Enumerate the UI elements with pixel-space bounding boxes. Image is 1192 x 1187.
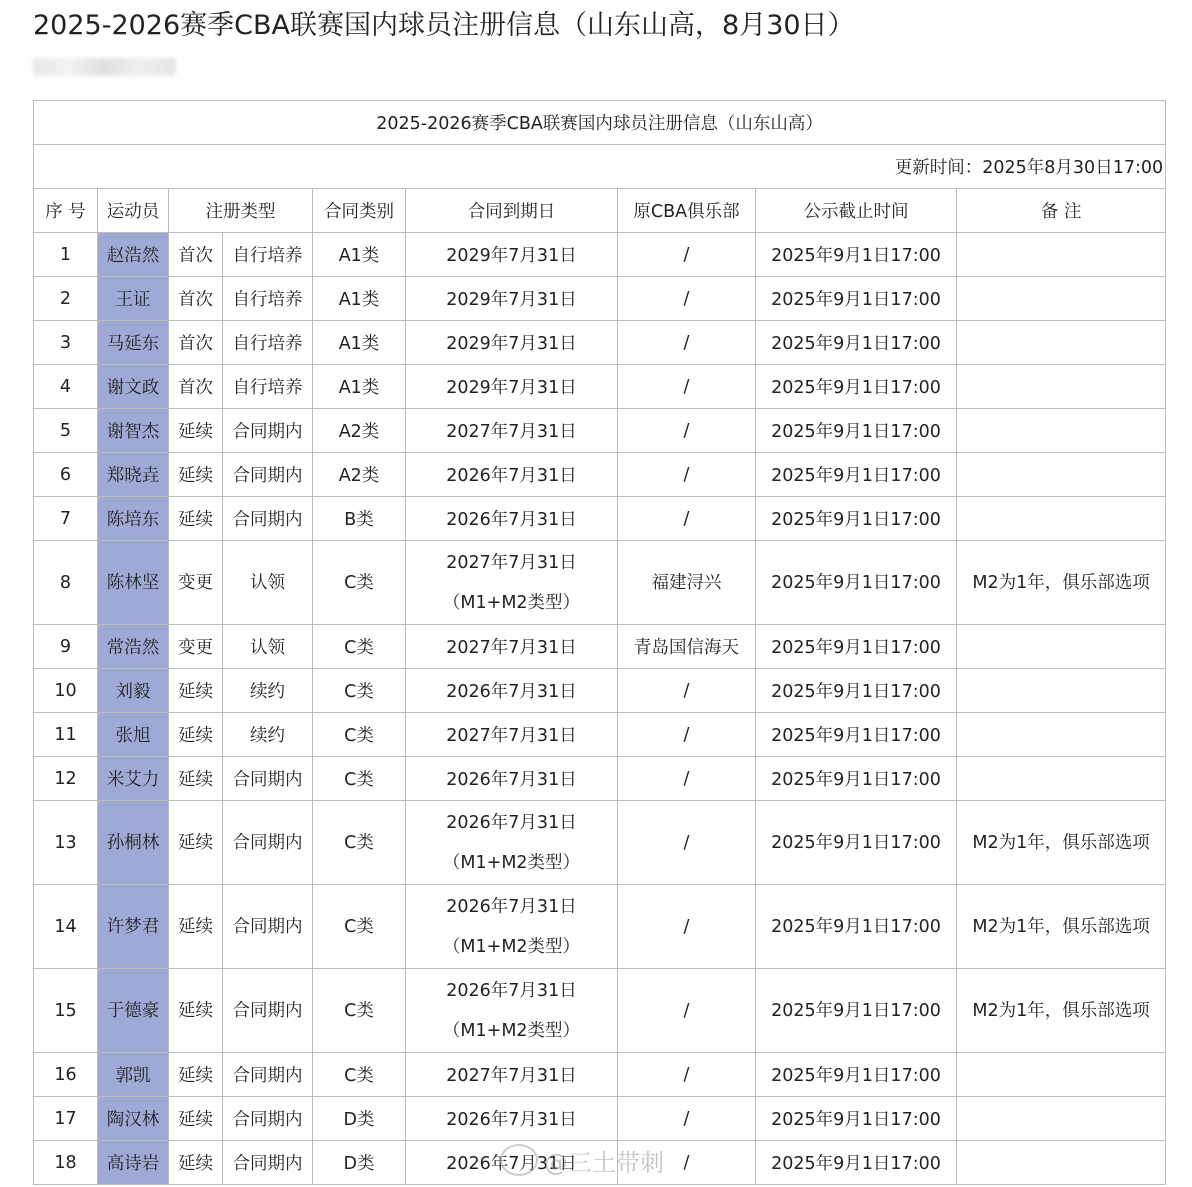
- registration-detail-cell: 合同期内: [223, 885, 313, 969]
- note-cell: M2为1年，俱乐部选项: [957, 541, 1166, 625]
- player-no-cell: 8: [34, 541, 98, 625]
- table-row: [34, 713, 1166, 757]
- former-club-cell: /: [618, 713, 756, 757]
- contract-expiry-date: 2027年7月31日: [446, 552, 577, 573]
- contract-expiry-cell: 2029年7月31日: [406, 365, 618, 409]
- table-row: [34, 757, 1166, 801]
- note-cell: [957, 453, 1166, 497]
- publicity-deadline-cell: 2025年9月1日17:00: [756, 321, 957, 365]
- former-club-cell: /: [618, 757, 756, 801]
- publicity-deadline-cell: 2025年9月1日17:00: [756, 757, 957, 801]
- former-club-cell: /: [618, 277, 756, 321]
- table-row: [34, 885, 1166, 969]
- former-club-cell: 福建浔兴: [618, 541, 756, 625]
- player-no-cell: 1: [34, 233, 98, 277]
- note-cell: [957, 1097, 1166, 1141]
- contract-category-cell: B类: [313, 497, 406, 541]
- registration-detail-cell: 合同期内: [223, 497, 313, 541]
- header-contract-expiry: 合同到期日: [406, 189, 618, 233]
- former-club-cell: /: [618, 885, 756, 969]
- registration-kind-cell: 首次: [169, 321, 223, 365]
- player-name-cell: 张旭: [98, 713, 169, 757]
- note-cell: [957, 497, 1166, 541]
- registration-kind-cell: 延续: [169, 885, 223, 969]
- player-no-cell: 18: [34, 1141, 98, 1185]
- former-club-cell: /: [618, 453, 756, 497]
- publicity-deadline-cell: 2025年9月1日17:00: [756, 1097, 957, 1141]
- note-cell: [957, 277, 1166, 321]
- contract-expiry-cell: 2026年7月31日: [406, 1141, 618, 1185]
- registration-table: [33, 100, 1166, 1185]
- note-cell: [957, 409, 1166, 453]
- player-name-cell: 常浩然: [98, 625, 169, 669]
- contract-expiry-cell: 2029年7月31日: [406, 321, 618, 365]
- contract-category-cell: D类: [313, 1141, 406, 1185]
- registration-kind-cell: 变更: [169, 541, 223, 625]
- publicity-deadline-cell: 2025年9月1日17:00: [756, 365, 957, 409]
- former-club-cell: /: [618, 1053, 756, 1097]
- contract-category-cell: C类: [313, 1053, 406, 1097]
- note-cell: [957, 713, 1166, 757]
- contract-expiry-date: 2026年7月31日: [446, 896, 577, 917]
- contract-category-cell: D类: [313, 1097, 406, 1141]
- former-club-cell: /: [618, 969, 756, 1053]
- contract-expiry-cell: [406, 885, 618, 969]
- table-row: [34, 625, 1166, 669]
- table-row: [34, 541, 1166, 625]
- note-cell: M2为1年，俱乐部选项: [957, 885, 1166, 969]
- contract-expiry-date: 2026年7月31日: [446, 980, 577, 1001]
- former-club-cell: /: [618, 321, 756, 365]
- publicity-deadline-cell: 2025年9月1日17:00: [756, 497, 957, 541]
- player-no-cell: 11: [34, 713, 98, 757]
- header-notes: 备 注: [957, 189, 1166, 233]
- contract-expiry-cell: 2026年7月31日: [406, 757, 618, 801]
- registration-kind-cell: 延续: [169, 801, 223, 885]
- registration-detail-cell: 合同期内: [223, 969, 313, 1053]
- note-cell: [957, 365, 1166, 409]
- contract-category-cell: C类: [313, 969, 406, 1053]
- watermark: [500, 1140, 664, 1180]
- player-name-cell: 谢文政: [98, 365, 169, 409]
- player-no-cell: 10: [34, 669, 98, 713]
- note-cell: M2为1年，俱乐部选项: [957, 969, 1166, 1053]
- player-no-cell: 14: [34, 885, 98, 969]
- player-no-cell: 6: [34, 453, 98, 497]
- publicity-deadline-cell: 2025年9月1日17:00: [756, 669, 957, 713]
- contract-expiry-cell: [406, 969, 618, 1053]
- publicity-deadline-cell: 2025年9月1日17:00: [756, 277, 957, 321]
- contract-category-cell: A1类: [313, 277, 406, 321]
- table-row: [34, 801, 1166, 885]
- former-club-cell: /: [618, 801, 756, 885]
- player-name-cell: 郭凯: [98, 1053, 169, 1097]
- contract-expiry-date: 2026年7月31日: [446, 812, 577, 833]
- contract-category-cell: C类: [313, 757, 406, 801]
- registration-detail-cell: 续约: [223, 713, 313, 757]
- player-name-cell: 郑晓垚: [98, 453, 169, 497]
- publicity-deadline-cell: 2025年9月1日17:00: [756, 885, 957, 969]
- player-name-cell: 陈林坚: [98, 541, 169, 625]
- former-club-cell: 青岛国信海天: [618, 625, 756, 669]
- table-row: [34, 497, 1166, 541]
- contract-expiry-cell: 2026年7月31日: [406, 669, 618, 713]
- publicity-deadline-cell: 2025年9月1日17:00: [756, 541, 957, 625]
- registration-kind-cell: 延续: [169, 669, 223, 713]
- registration-kind-cell: 延续: [169, 713, 223, 757]
- player-name-cell: 赵浩然: [98, 233, 169, 277]
- player-name-cell: 谢智杰: [98, 409, 169, 453]
- former-club-cell: /: [618, 669, 756, 713]
- registration-detail-cell: 续约: [223, 669, 313, 713]
- registration-detail-cell: 合同期内: [223, 409, 313, 453]
- former-club-cell: /: [618, 233, 756, 277]
- registration-detail-cell: 合同期内: [223, 453, 313, 497]
- note-cell: [957, 1141, 1166, 1185]
- player-no-cell: 15: [34, 969, 98, 1053]
- contract-category-cell: C类: [313, 713, 406, 757]
- header-athlete: 运动员: [98, 189, 169, 233]
- player-no-cell: 12: [34, 757, 98, 801]
- contract-category-cell: C类: [313, 541, 406, 625]
- registration-detail-cell: 合同期内: [223, 1141, 313, 1185]
- publicity-deadline-cell: 2025年9月1日17:00: [756, 1141, 957, 1185]
- page-title: 2025-2026赛季CBA联赛国内球员注册信息（山东山高，8月30日）: [33, 10, 855, 41]
- contract-category-cell: C类: [313, 885, 406, 969]
- player-name-cell: 陶汉林: [98, 1097, 169, 1141]
- registration-detail-cell: 合同期内: [223, 801, 313, 885]
- contract-category-cell: C类: [313, 669, 406, 713]
- player-name-cell: 马延东: [98, 321, 169, 365]
- contract-category-cell: A1类: [313, 233, 406, 277]
- publicity-deadline-cell: 2025年9月1日17:00: [756, 969, 957, 1053]
- publicity-deadline-cell: 2025年9月1日17:00: [756, 713, 957, 757]
- publicity-deadline-cell: 2025年9月1日17:00: [756, 801, 957, 885]
- registration-kind-cell: 首次: [169, 233, 223, 277]
- contract-expiry-cell: [406, 541, 618, 625]
- contract-category-cell: A2类: [313, 453, 406, 497]
- note-cell: [957, 757, 1166, 801]
- table-row: [34, 669, 1166, 713]
- contract-expiry-cell: [406, 801, 618, 885]
- registration-kind-cell: 延续: [169, 497, 223, 541]
- publicity-deadline-cell: 2025年9月1日17:00: [756, 625, 957, 669]
- contract-expiry-cell: 2026年7月31日: [406, 497, 618, 541]
- player-name-cell: 高诗岩: [98, 1141, 169, 1185]
- former-club-cell: /: [618, 365, 756, 409]
- contract-expiry-cell: 2026年7月31日: [406, 453, 618, 497]
- former-club-cell: /: [618, 1141, 756, 1185]
- player-no-cell: 5: [34, 409, 98, 453]
- registration-detail-cell: 自行培养: [223, 321, 313, 365]
- note-cell: [957, 233, 1166, 277]
- contract-category-cell: A1类: [313, 321, 406, 365]
- registration-kind-cell: 延续: [169, 969, 223, 1053]
- contract-type-note: （M1+M2类型）: [442, 1020, 581, 1041]
- player-no-cell: 2: [34, 277, 98, 321]
- registration-detail-cell: 认领: [223, 625, 313, 669]
- player-no-cell: 9: [34, 625, 98, 669]
- player-name-cell: 陈培东: [98, 497, 169, 541]
- contract-category-cell: C类: [313, 625, 406, 669]
- note-cell: [957, 669, 1166, 713]
- player-name-cell: 米艾力: [98, 757, 169, 801]
- registration-detail-cell: 合同期内: [223, 757, 313, 801]
- registration-kind-cell: 延续: [169, 1097, 223, 1141]
- contract-category-cell: A1类: [313, 365, 406, 409]
- former-club-cell: /: [618, 497, 756, 541]
- header-row: [34, 189, 1166, 233]
- note-cell: [957, 321, 1166, 365]
- registration-detail-cell: 自行培养: [223, 233, 313, 277]
- publicity-deadline-cell: 2025年9月1日17:00: [756, 409, 957, 453]
- header-contract-category: 合同类别: [313, 189, 406, 233]
- player-no-cell: 4: [34, 365, 98, 409]
- contract-expiry-cell: 2027年7月31日: [406, 713, 618, 757]
- header-former-club: 原CBA俱乐部: [618, 189, 756, 233]
- table-row: [34, 1053, 1166, 1097]
- publicity-deadline-cell: 2025年9月1日17:00: [756, 453, 957, 497]
- player-name-cell: 于德豪: [98, 969, 169, 1053]
- table-caption: 2025-2026赛季CBA联赛国内球员注册信息（山东山高）: [34, 101, 1166, 145]
- update-time: 更新时间：2025年8月30日17:00: [34, 145, 1166, 189]
- contract-expiry-cell: 2027年7月31日: [406, 625, 618, 669]
- registration-detail-cell: 自行培养: [223, 277, 313, 321]
- contract-type-note: （M1+M2类型）: [442, 936, 581, 957]
- player-name-cell: 刘毅: [98, 669, 169, 713]
- table-row: [34, 969, 1166, 1053]
- header-registration-type: 注册类型: [169, 189, 313, 233]
- note-cell: M2为1年，俱乐部选项: [957, 801, 1166, 885]
- contract-expiry-cell: 2027年7月31日: [406, 1053, 618, 1097]
- contract-expiry-cell: 2029年7月31日: [406, 277, 618, 321]
- table-row: [34, 233, 1166, 277]
- header-no: 序 号: [34, 189, 98, 233]
- player-name-cell: 许梦君: [98, 885, 169, 969]
- player-no-cell: 17: [34, 1097, 98, 1141]
- contract-expiry-cell: 2029年7月31日: [406, 233, 618, 277]
- table-row: [34, 321, 1166, 365]
- weibo-logo-icon: [500, 1144, 538, 1176]
- publicity-deadline-cell: 2025年9月1日17:00: [756, 233, 957, 277]
- contract-category-cell: A2类: [313, 409, 406, 453]
- contract-expiry-cell: 2027年7月31日: [406, 409, 618, 453]
- player-name-cell: 孙桐林: [98, 801, 169, 885]
- contract-category-cell: C类: [313, 801, 406, 885]
- registration-kind-cell: 延续: [169, 453, 223, 497]
- contract-type-note: （M1+M2类型）: [442, 592, 581, 613]
- registration-detail-cell: 自行培养: [223, 365, 313, 409]
- player-no-cell: 7: [34, 497, 98, 541]
- player-no-cell: 16: [34, 1053, 98, 1097]
- registration-kind-cell: 延续: [169, 409, 223, 453]
- registration-kind-cell: 延续: [169, 757, 223, 801]
- header-deadline: 公示截止时间: [756, 189, 957, 233]
- contract-type-note: （M1+M2类型）: [442, 852, 581, 873]
- registration-kind-cell: 延续: [169, 1141, 223, 1185]
- registration-kind-cell: 首次: [169, 277, 223, 321]
- registration-detail-cell: 合同期内: [223, 1053, 313, 1097]
- publicity-deadline-cell: 2025年9月1日17:00: [756, 1053, 957, 1097]
- table-row: [34, 1097, 1166, 1141]
- registration-detail-cell: 合同期内: [223, 1097, 313, 1141]
- former-club-cell: /: [618, 1097, 756, 1141]
- registration-kind-cell: 变更: [169, 625, 223, 669]
- registration-kind-cell: 首次: [169, 365, 223, 409]
- former-club-cell: /: [618, 409, 756, 453]
- table-row: [34, 365, 1166, 409]
- blurred-author-line: [33, 58, 176, 76]
- table-row: [34, 277, 1166, 321]
- player-no-cell: 13: [34, 801, 98, 885]
- note-cell: [957, 625, 1166, 669]
- player-name-cell: 王证: [98, 277, 169, 321]
- registration-detail-cell: 认领: [223, 541, 313, 625]
- contract-expiry-cell: 2026年7月31日: [406, 1097, 618, 1141]
- table-row: [34, 453, 1166, 497]
- note-cell: [957, 1053, 1166, 1097]
- player-no-cell: 3: [34, 321, 98, 365]
- registration-kind-cell: 延续: [169, 1053, 223, 1097]
- watermark-text: @三土带刺: [544, 1148, 664, 1177]
- table-row: [34, 409, 1166, 453]
